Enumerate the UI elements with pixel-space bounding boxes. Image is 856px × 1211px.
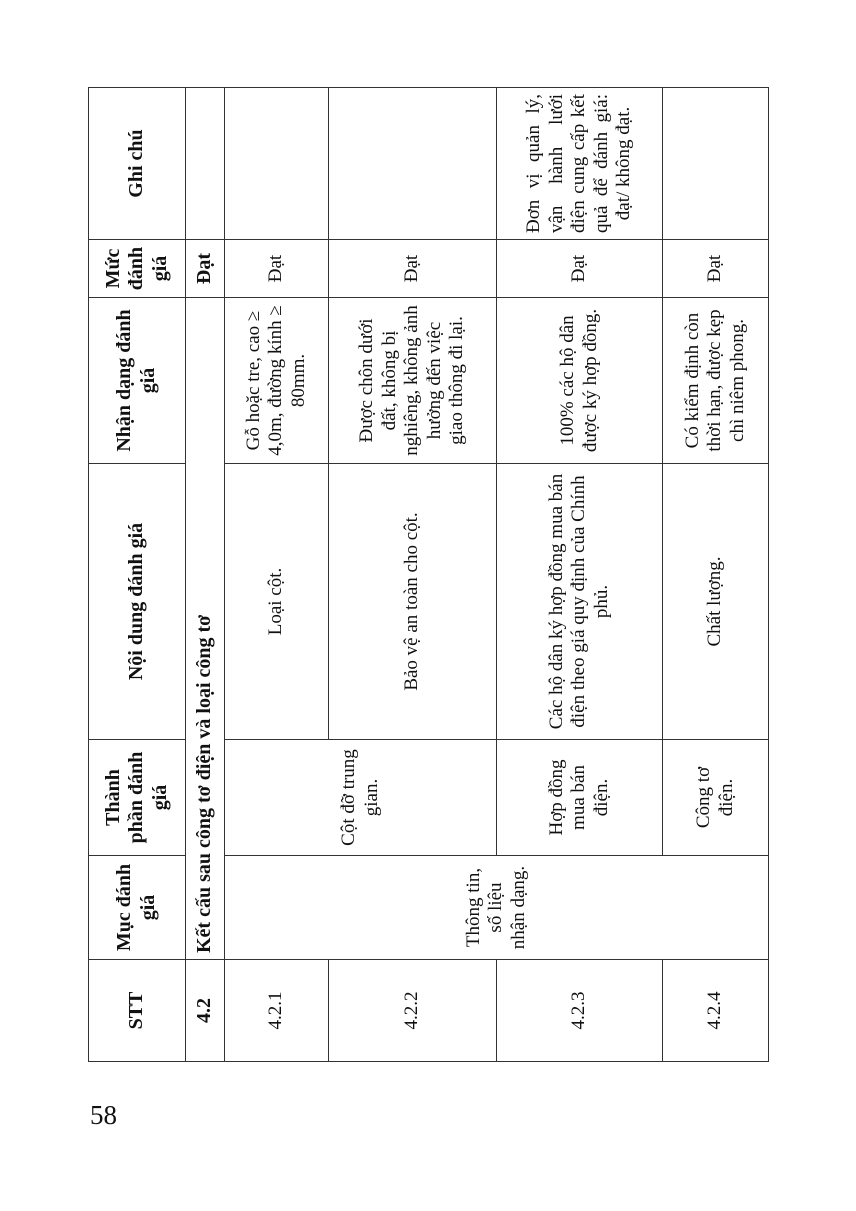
header-thanh-phan: Thành phần đánh giá (89, 740, 186, 856)
section-title: Kết cấu sau công tơ điện và loại công tơ (186, 298, 225, 960)
row-nhan-dang: Được chôn dưới đất, không bị nghiêng, không ảnh hưởng đến việc giao thông đi lại. (329, 298, 497, 464)
header-muc-danh-gia: Mức đánh giá (89, 240, 186, 298)
row-ghi-chu (663, 88, 769, 240)
row-thanh-phan: Công tơ điện. (663, 740, 769, 856)
evaluation-table (88, 87, 769, 1062)
row-muc: Đạt (225, 240, 329, 298)
section-stt: 4.2 (186, 960, 225, 1062)
header-noi-dung: Nội dung đánh giá (89, 464, 186, 740)
row-noi-dung: Bảo vệ an toàn cho cột. (329, 464, 497, 740)
section-ghi-chu (186, 88, 225, 240)
row-noi-dung: Loại cột. (225, 464, 329, 740)
header-ghi-chu: Ghi chú (89, 88, 186, 240)
group-label: Thông tin, số liệu nhận dạng. (225, 856, 769, 960)
header-nhan-dang: Nhận dạng đánh giá (89, 298, 186, 464)
row-stt: 4.2.1 (225, 960, 329, 1062)
header-muc: Mục đánh giá (89, 856, 186, 960)
row-nhan-dang: Gỗ hoặc tre, cao ≥ 4,0m, đường kính ≥ 80mm. (225, 298, 329, 464)
row-thanh-phan: Hợp đồng mua bán điện. (497, 740, 663, 856)
row-stt: 4.2.3 (497, 960, 663, 1062)
table-row (225, 88, 329, 1062)
row-stt: 4.2.4 (663, 960, 769, 1062)
row-thanh-phan: Cột đỡ trung gian. (225, 740, 497, 856)
section-muc: Đạt (186, 240, 225, 298)
row-nhan-dang: Có kiểm định còn thời hạn, được kẹp chì niêm phong. (663, 298, 769, 464)
row-noi-dung: Các hộ dân ký hợp đồng mua bán điện theo giá quy định của Chính phủ. (497, 464, 663, 740)
row-ghi-chu (225, 88, 329, 240)
page-number: 58 (90, 1100, 117, 1130)
section-row (186, 88, 225, 1062)
row-muc: Đạt (329, 240, 497, 298)
header-stt: STT (89, 960, 186, 1062)
row-muc: Đạt (663, 240, 769, 298)
header-row (89, 88, 186, 1062)
row-ghi-chu: Đơn vị quản lý, vận hành lưới điện cung cấp kết quả để đánh giá: đạt/ không đạt. (497, 88, 663, 240)
rotated-table-container (88, 88, 768, 1062)
row-stt: 4.2.2 (329, 960, 497, 1062)
row-muc: Đạt (497, 240, 663, 298)
row-nhan-dang: 100% các hộ dân được ký hợp đồng. (497, 298, 663, 464)
row-noi-dung: Chất lượng. (663, 464, 769, 740)
row-ghi-chu (329, 88, 497, 240)
